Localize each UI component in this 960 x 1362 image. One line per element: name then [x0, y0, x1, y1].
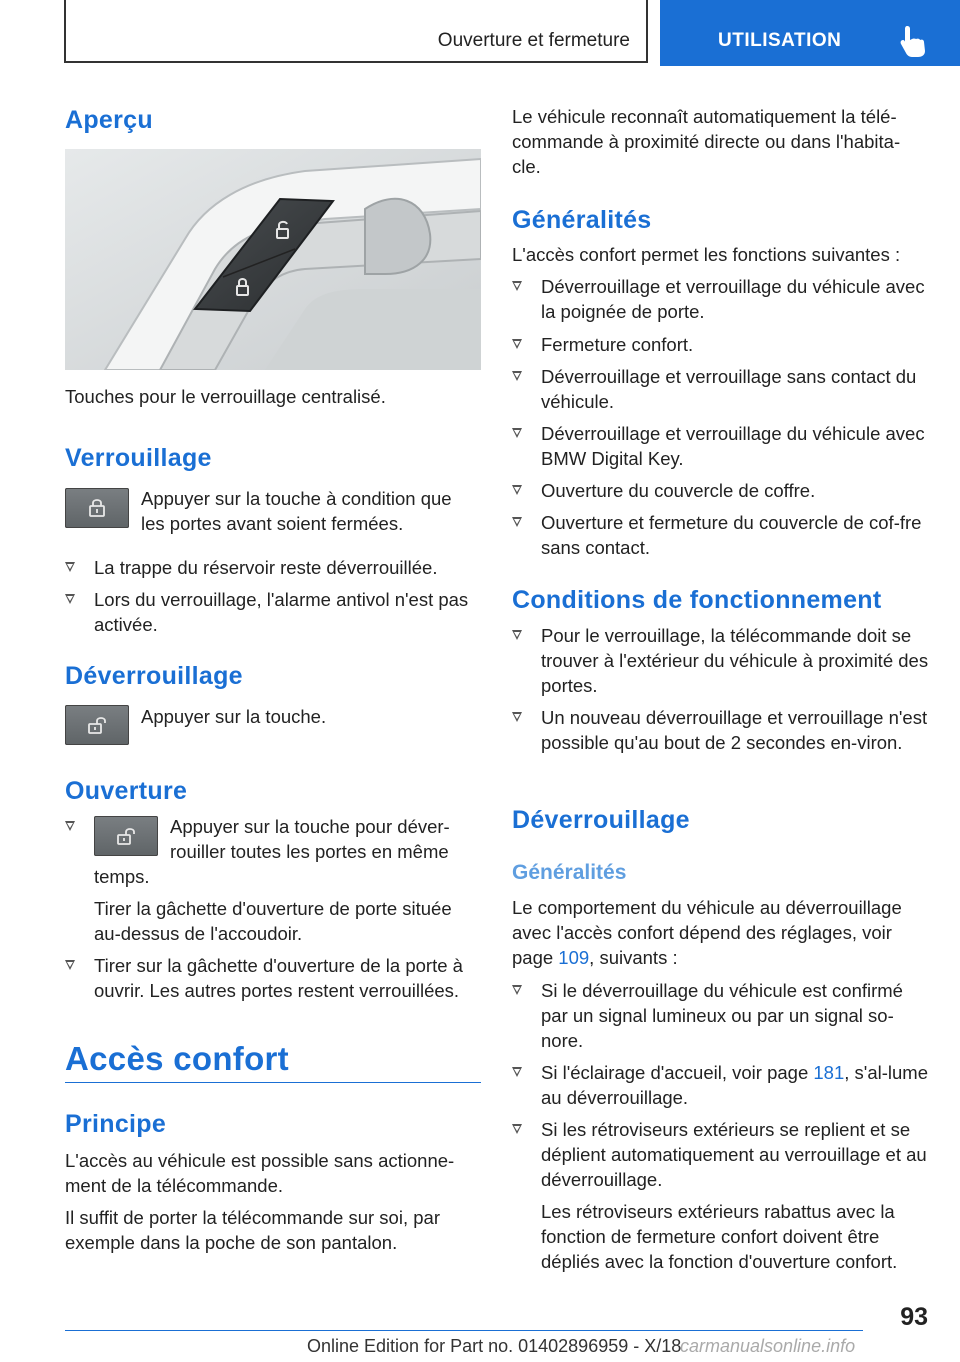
bullet-triangle-icon [512, 281, 522, 291]
door-lock-photo [65, 149, 481, 370]
list-item: Si l'éclairage d'accueil, voir page 181, s'al-lume au déverrouillage. [512, 1060, 928, 1110]
unlock-icon [116, 826, 138, 846]
pointing-hand-icon [898, 24, 934, 58]
list-item: Tirer sur la gâchette d'ouverture de la porte à ouvrir. Les autres portes restent verrouillées. [65, 953, 481, 1003]
list-item: La trappe du réservoir reste déverrouillée. [65, 555, 481, 580]
bullet-triangle-icon [512, 339, 522, 349]
unlock-button-image [65, 705, 129, 745]
page-header [0, 0, 960, 66]
ouverture-extra-text: Tirer la gâchette d'ouverture de porte située au-dessus de l'accoudoir. [94, 898, 452, 944]
list-item: Déverrouillage et verrouillage sans contact du véhicule. [512, 364, 928, 414]
intro-text: Le véhicule reconnaît automatiquement la télé-commande à proximité directe ou dans l'habita-cle. [512, 106, 901, 177]
bullet-triangle-icon [512, 428, 522, 438]
principe-text-1: L'accès au véhicule est possible sans actionne-ment de la télécommande. [65, 1150, 455, 1196]
bullet-triangle-icon [512, 1067, 522, 1077]
unlock-icon [87, 715, 109, 735]
bullet-triangle-icon [512, 517, 522, 527]
bullet-triangle-icon [65, 594, 75, 604]
list-item: Un nouveau déverrouillage et verrouillage n'est possible qu'au bout de 2 secondes en-viron. [512, 705, 928, 780]
section-rule [65, 1082, 481, 1083]
principe-heading: Principe [65, 1110, 167, 1138]
edition-text: Online Edition for Part no. 01402896959 - X/18 [307, 1336, 682, 1356]
comportement-text: Le comportement du véhicule au déverrouillage avec l'accès confort dépend des réglages, voir page 109, suivants : [512, 897, 902, 968]
unlock-button-image [94, 816, 158, 856]
bullet-triangle-icon [65, 960, 75, 970]
section-title: Ouverture et fermeture [437, 30, 630, 51]
watermark: carmanualsonline.info [680, 1336, 856, 1356]
footer-rule [65, 1330, 863, 1331]
list-item: Ouverture et fermeture du couvercle de cof-fre sans contact. [512, 510, 928, 560]
conditions-heading: Conditions de fonctionnement [512, 586, 882, 614]
generalites-text: L'accès confort permet les fonctions suivantes : [512, 244, 901, 265]
verrouillage-heading: Verrouillage [65, 444, 212, 472]
page-link-181[interactable]: 181 [813, 1062, 845, 1083]
bullet-triangle-icon [65, 821, 75, 831]
list-item: Lors du verrouillage, l'alarme antivol n'est pas activée. [65, 587, 481, 637]
deverrouillage-heading-left: Déverrouillage [65, 662, 243, 690]
bullet-triangle-icon [512, 712, 522, 722]
chapter-label: UTILISATION [718, 30, 842, 51]
bullet-triangle-icon [512, 371, 522, 381]
bullet-triangle-icon [65, 562, 75, 572]
bullet-triangle-icon [512, 485, 522, 495]
photo-caption: Touches pour le verrouillage centralisé. [65, 386, 386, 407]
list-item: Déverrouillage et verrouillage du véhicule avec la poignée de porte. [512, 274, 928, 324]
lock-icon [87, 498, 107, 518]
deverrouillage-text: Appuyer sur la touche. [141, 706, 327, 727]
page-link-109[interactable]: 109 [558, 947, 590, 968]
retroviseurs-extra-text: Les rétroviseurs extérieurs rabattus avec la fonction de fermeture confort doivent être dépliés avec la fonction d'ouverture confort. [541, 1201, 898, 1272]
bullet-triangle-icon [512, 1124, 522, 1134]
bullet-triangle-icon [512, 630, 522, 640]
list-item: Pour le verrouillage, la télécommande doit se trouver à l'extérieur du véhicule à proximité des portes. [512, 623, 928, 698]
principe-text-2: Il suffit de porter la télécommande sur soi, par exemple dans la poche de son pantalon. [65, 1207, 440, 1253]
page-number: 93 [900, 1303, 928, 1331]
list-item: Ouverture du couvercle de coffre. [512, 478, 928, 503]
lock-button-image [65, 488, 129, 528]
ouverture-heading: Ouverture [65, 777, 188, 805]
list-item: Déverrouillage et verrouillage du véhicule avec BMW Digital Key. [512, 421, 928, 471]
bullet-triangle-icon [512, 985, 522, 995]
generalites-heading: Généralités [512, 206, 652, 234]
apercu-heading: Aperçu [65, 106, 153, 134]
verrouillage-text: Appuyer sur la touche à condition que les portes avant soient fermées. [141, 488, 452, 534]
list-item: Appuyer sur la touche pour déver- rouiller toutes les portes en même temps. [65, 814, 481, 884]
acces-confort-heading: Accès confort [65, 1040, 289, 1077]
deverrouillage-heading-right: Déverrouillage [512, 806, 690, 834]
list-item: Si le déverrouillage du véhicule est confirmé par un signal lumineux ou par un signal so-nore. [512, 978, 928, 1053]
chapter-tab[interactable] [660, 0, 960, 66]
list-item: Fermeture confort. [512, 332, 928, 357]
generalites-subheading: Généralités [512, 861, 627, 884]
list-item: Si les rétroviseurs extérieurs se replient et se déplient automatiquement au verrouillage et au déverrouillage. [512, 1117, 928, 1192]
